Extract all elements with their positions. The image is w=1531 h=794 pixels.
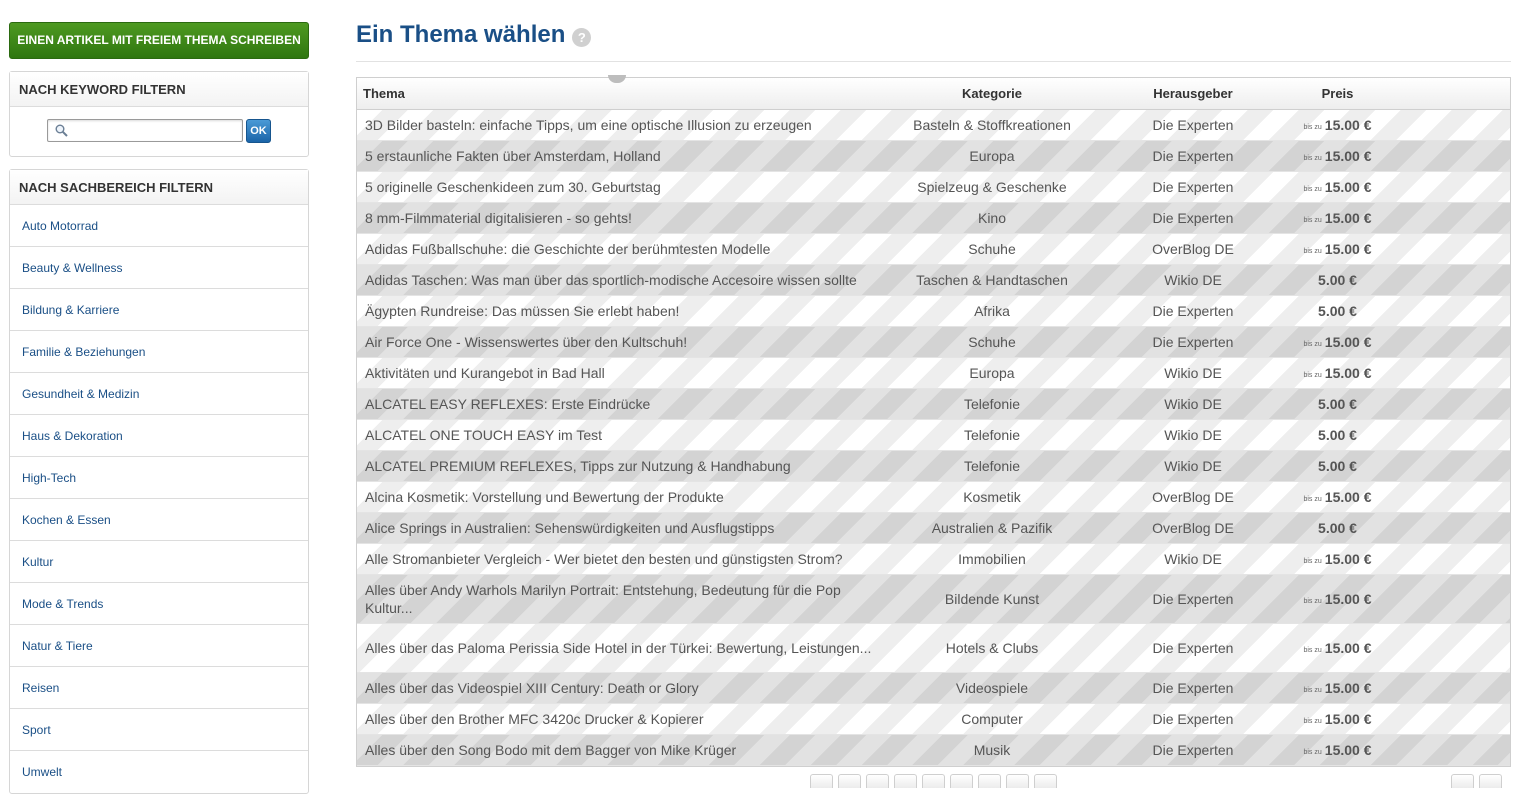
category-item[interactable]: Familie & Beziehungen — [10, 331, 308, 373]
cell-thema: 5 erstaunliche Fakten über Amsterdam, Holland — [365, 148, 661, 164]
cell-preis — [1294, 179, 1381, 195]
category-item[interactable]: Natur & Tiere — [10, 625, 308, 667]
table-row[interactable] — [357, 203, 1510, 234]
price-prefix: bis zu — [1303, 155, 1322, 162]
pagination — [810, 774, 1057, 788]
price-value — [1303, 210, 1371, 226]
cell-kategorie: Videospiele — [955, 680, 1029, 696]
cell-herausgeber: Die Experten — [1152, 680, 1234, 696]
cell-preis — [1294, 210, 1381, 226]
price-value — [1303, 489, 1371, 505]
cell-kategorie: Kino — [977, 210, 1007, 226]
cell-preis — [1294, 520, 1381, 536]
cell-herausgeber: Wikio DE — [1164, 365, 1222, 381]
cell-thema: Alles über Andy Warhols Marilyn Portrait: Entstehung, Bedeutung für die Pop Kultur... — [365, 582, 841, 616]
price-value — [1318, 303, 1357, 319]
cell-kategorie: Telefonie — [963, 396, 1021, 412]
table-row[interactable] — [357, 624, 1510, 673]
cell-thema: Alice Springs in Australien: Sehenswürdigkeiten und Ausflugstipps — [365, 520, 775, 536]
cell-kategorie: Europa — [969, 365, 1015, 381]
price-prefix: bis zu — [1303, 341, 1322, 348]
category-item[interactable]: Gesundheit & Medizin — [10, 373, 308, 415]
price-value — [1303, 334, 1371, 350]
table-row[interactable] — [357, 358, 1510, 389]
cell-herausgeber: Wikio DE — [1164, 396, 1222, 412]
price-value — [1303, 551, 1371, 567]
cell-thema: Aktivitäten und Kurangebot in Bad Hall — [365, 365, 605, 381]
cell-kategorie: Spielzeug & Geschenke — [917, 179, 1067, 195]
question-mark-icon[interactable]: ? — [572, 28, 591, 47]
keyword-filter-row — [10, 107, 308, 157]
page-button[interactable] — [810, 774, 833, 788]
cell-thema: ALCATEL PREMIUM REFLEXES, Tipps zur Nutzung & Handhabung — [365, 458, 791, 474]
cell-herausgeber: Die Experten — [1152, 303, 1234, 319]
price-amount: 15.00 € — [1324, 551, 1372, 567]
cell-preis — [1294, 272, 1381, 288]
category-item[interactable]: Mode & Trends — [10, 583, 308, 625]
cell-kategorie: Schuhe — [968, 241, 1016, 257]
cell-herausgeber: OverBlog DE — [1152, 489, 1234, 505]
category-list — [10, 205, 308, 793]
cell-preis — [1294, 427, 1381, 443]
price-prefix: bis zu — [1303, 124, 1322, 131]
cell-preis — [1294, 148, 1381, 164]
cell-preis — [1294, 334, 1381, 350]
category-item[interactable]: Haus & Dekoration — [10, 415, 308, 457]
price-amount: 15.00 € — [1324, 489, 1372, 505]
cell-preis — [1294, 458, 1381, 474]
price-amount: 15.00 € — [1324, 117, 1372, 133]
search-icon — [55, 124, 68, 137]
cell-thema: Air Force One - Wissenswertes über den Kultschuh! — [365, 334, 688, 350]
keyword-ok-button[interactable]: OK — [246, 119, 271, 143]
cell-herausgeber: Die Experten — [1152, 742, 1234, 758]
cell-preis — [1294, 680, 1381, 696]
cell-kategorie: Immobilien — [958, 551, 1026, 567]
cell-kategorie: Australien & Pazifik — [931, 520, 1053, 536]
cell-kategorie: Telefonie — [963, 458, 1021, 474]
pagination-nav — [1451, 774, 1502, 788]
cell-kategorie: Bildende Kunst — [944, 591, 1040, 607]
table-row[interactable] — [357, 704, 1510, 735]
table-row[interactable] — [357, 172, 1510, 203]
page-button[interactable] — [978, 774, 1001, 788]
price-amount: 5.00 € — [1318, 458, 1357, 474]
cell-thema: Adidas Fußballschuhe: die Geschichte der berühmtesten Modelle — [365, 241, 771, 257]
topics-table — [356, 77, 1511, 767]
price-value — [1303, 241, 1371, 257]
category-filter-panel — [9, 169, 309, 794]
table-row[interactable] — [357, 234, 1510, 265]
price-amount: 15.00 € — [1324, 711, 1372, 727]
cell-kategorie: Afrika — [974, 303, 1010, 319]
price-value — [1303, 365, 1371, 381]
cell-preis — [1294, 711, 1381, 727]
page-button[interactable] — [1006, 774, 1029, 788]
page-button[interactable] — [838, 774, 861, 788]
price-value — [1303, 591, 1371, 607]
category-item[interactable]: Bildung & Karriere — [10, 289, 308, 331]
price-value — [1303, 680, 1371, 696]
cell-preis — [1294, 117, 1381, 133]
table-row[interactable] — [357, 735, 1510, 766]
category-item[interactable]: High-Tech — [10, 457, 308, 499]
cell-thema: 3D Bilder basteln: einfache Tipps, um eine optische Illusion zu erzeugen — [365, 117, 812, 133]
keyword-filter-title: NACH KEYWORD FILTERN — [10, 72, 308, 107]
cell-herausgeber: Die Experten — [1152, 591, 1234, 607]
price-prefix: bis zu — [1303, 718, 1322, 725]
cell-herausgeber: OverBlog DE — [1152, 520, 1234, 536]
price-amount: 15.00 € — [1324, 365, 1372, 381]
cell-herausgeber: Wikio DE — [1164, 272, 1222, 288]
table-row[interactable] — [357, 141, 1510, 172]
price-prefix: bis zu — [1303, 248, 1322, 255]
table-row[interactable] — [357, 389, 1510, 420]
write-free-topic-button[interactable]: EINEN ARTIKEL MIT FREIEM THEMA SCHREIBEN — [9, 22, 309, 59]
price-amount: 15.00 € — [1324, 640, 1372, 656]
table-row[interactable] — [357, 575, 1510, 624]
table-row[interactable] — [357, 513, 1510, 544]
cell-thema: Adidas Taschen: Was man über das sportlich-modische Accesoire wissen sollte — [365, 272, 857, 288]
cell-kategorie: Telefonie — [963, 427, 1021, 443]
cell-kategorie: Musik — [973, 742, 1011, 758]
cell-thema: Alles über den Song Bodo mit dem Bagger von Mike Krüger — [365, 742, 737, 758]
cell-preis — [1294, 551, 1381, 567]
price-prefix: bis zu — [1303, 217, 1322, 224]
cell-thema: Alles über das Videospiel XIII Century: Death or Glory — [365, 680, 699, 696]
table-row[interactable] — [357, 110, 1510, 141]
cell-preis — [1294, 591, 1381, 607]
price-value — [1303, 742, 1371, 758]
price-amount: 15.00 € — [1324, 241, 1372, 257]
price-value — [1303, 148, 1371, 164]
price-amount: 15.00 € — [1324, 210, 1372, 226]
cell-thema: ALCATEL ONE TOUCH EASY im Test — [365, 427, 603, 443]
category-item[interactable]: Umwelt — [22, 765, 63, 779]
category-item[interactable]: Kochen & Essen — [10, 499, 308, 541]
cell-herausgeber: Wikio DE — [1164, 458, 1222, 474]
title-divider — [356, 61, 1511, 62]
cell-herausgeber: Die Experten — [1152, 640, 1234, 656]
table-row[interactable] — [357, 327, 1510, 358]
cell-herausgeber: Wikio DE — [1164, 551, 1222, 567]
page-button[interactable] — [950, 774, 973, 788]
price-amount: 15.00 € — [1324, 742, 1372, 758]
price-value — [1303, 711, 1371, 727]
next-page-button[interactable] — [1479, 774, 1502, 788]
cell-thema: Alles über den Brother MFC 3420c Drucker & Kopierer — [365, 711, 704, 727]
prev-page-button[interactable] — [1451, 774, 1474, 788]
page-button[interactable] — [1034, 774, 1057, 788]
category-item[interactable]: Auto Motorrad — [10, 205, 308, 247]
header-thema[interactable]: Thema — [363, 86, 405, 101]
price-amount: 5.00 € — [1318, 427, 1357, 443]
cell-kategorie: Basteln & Stoffkreationen — [913, 117, 1071, 133]
cell-kategorie: Taschen & Handtaschen — [916, 272, 1068, 288]
page-title-text: Ein Thema wählen — [356, 21, 566, 48]
category-item[interactable]: Beauty & Wellness — [10, 247, 308, 289]
cell-preis — [1294, 489, 1381, 505]
page-title — [356, 18, 1511, 52]
cell-preis — [1294, 396, 1381, 412]
cell-thema: Alle Stromanbieter Vergleich - Wer bietet den besten und günstigsten Strom? — [365, 551, 843, 567]
price-value — [1318, 520, 1357, 536]
price-value — [1303, 640, 1371, 656]
main-content — [356, 18, 1511, 758]
price-value — [1318, 427, 1357, 443]
category-filter-title: NACH SACHBEREICH FILTERN — [10, 170, 308, 205]
cell-preis — [1294, 640, 1381, 656]
cell-herausgeber: Die Experten — [1152, 210, 1234, 226]
price-amount: 15.00 € — [1324, 334, 1372, 350]
category-item[interactable]: Sport — [10, 709, 308, 751]
cell-kategorie: Computer — [961, 711, 1023, 727]
page-button[interactable] — [894, 774, 917, 788]
cell-thema: 5 originelle Geschenkideen zum 30. Geburtstag — [365, 179, 661, 195]
cell-thema: ALCATEL EASY REFLEXES: Erste Eindrücke — [365, 396, 651, 412]
keyword-search-input[interactable] — [47, 119, 243, 142]
cell-kategorie: Schuhe — [968, 334, 1016, 350]
price-value — [1303, 179, 1371, 195]
price-prefix: bis zu — [1303, 687, 1322, 694]
cell-kategorie: Europa — [969, 148, 1015, 164]
price-prefix: bis zu — [1303, 598, 1322, 605]
category-item[interactable]: Reisen — [10, 667, 308, 709]
price-amount: 15.00 € — [1324, 680, 1372, 696]
cell-herausgeber: Die Experten — [1152, 334, 1234, 350]
sidebar — [9, 22, 309, 794]
table-row[interactable] — [357, 265, 1510, 296]
cell-kategorie: Kosmetik — [963, 489, 1021, 505]
cell-preis — [1294, 365, 1381, 381]
price-value — [1318, 396, 1357, 412]
table-header — [357, 78, 1510, 110]
header-herausgeber[interactable]: Herausgeber — [1153, 86, 1233, 101]
page-button[interactable] — [922, 774, 945, 788]
price-prefix: bis zu — [1303, 186, 1322, 193]
table-row[interactable] — [357, 673, 1510, 704]
cell-thema: Alles über das Paloma Perissia Side Hotel in der Türkei: Bewertung, Leistungen... — [365, 640, 872, 656]
cell-preis — [1294, 303, 1381, 319]
price-amount: 5.00 € — [1318, 303, 1357, 319]
price-amount: 15.00 € — [1324, 148, 1372, 164]
table-row[interactable] — [357, 296, 1510, 327]
price-prefix: bis zu — [1303, 749, 1322, 756]
page-button[interactable] — [866, 774, 889, 788]
table-row[interactable] — [357, 420, 1510, 451]
table-body — [357, 110, 1510, 766]
cell-herausgeber: Die Experten — [1152, 711, 1234, 727]
cell-herausgeber: OverBlog DE — [1152, 241, 1234, 257]
header-kategorie[interactable]: Kategorie — [962, 86, 1022, 101]
cell-preis — [1294, 241, 1381, 257]
price-amount: 5.00 € — [1318, 396, 1357, 412]
cell-kategorie: Hotels & Clubs — [945, 640, 1039, 656]
price-prefix: bis zu — [1303, 647, 1322, 654]
price-prefix: bis zu — [1303, 558, 1322, 565]
price-amount: 15.00 € — [1324, 179, 1372, 195]
table-row[interactable] — [357, 544, 1510, 575]
price-amount: 5.00 € — [1318, 520, 1357, 536]
cell-thema: Alcina Kosmetik: Vorstellung und Bewertung der Produkte — [365, 489, 724, 505]
cell-herausgeber: Die Experten — [1152, 117, 1234, 133]
cell-thema: Ägypten Rundreise: Das müssen Sie erlebt haben! — [365, 303, 680, 319]
cell-herausgeber: Die Experten — [1152, 148, 1234, 164]
category-item[interactable]: Kultur — [10, 541, 308, 583]
price-value — [1318, 272, 1357, 288]
price-prefix: bis zu — [1303, 496, 1322, 503]
table-row[interactable] — [357, 451, 1510, 482]
price-value — [1303, 117, 1371, 133]
table-row[interactable] — [357, 482, 1510, 513]
keyword-filter-panel — [9, 71, 309, 157]
cell-herausgeber: Die Experten — [1152, 179, 1234, 195]
price-value — [1318, 458, 1357, 474]
cell-preis — [1294, 742, 1381, 758]
cell-thema: 8 mm-Filmmaterial digitalisieren - so gehts! — [365, 210, 632, 226]
price-prefix: bis zu — [1303, 372, 1322, 379]
price-amount: 15.00 € — [1324, 591, 1372, 607]
cell-herausgeber: Wikio DE — [1164, 427, 1222, 443]
header-preis[interactable]: Preis — [1321, 86, 1354, 101]
price-amount: 5.00 € — [1318, 272, 1357, 288]
